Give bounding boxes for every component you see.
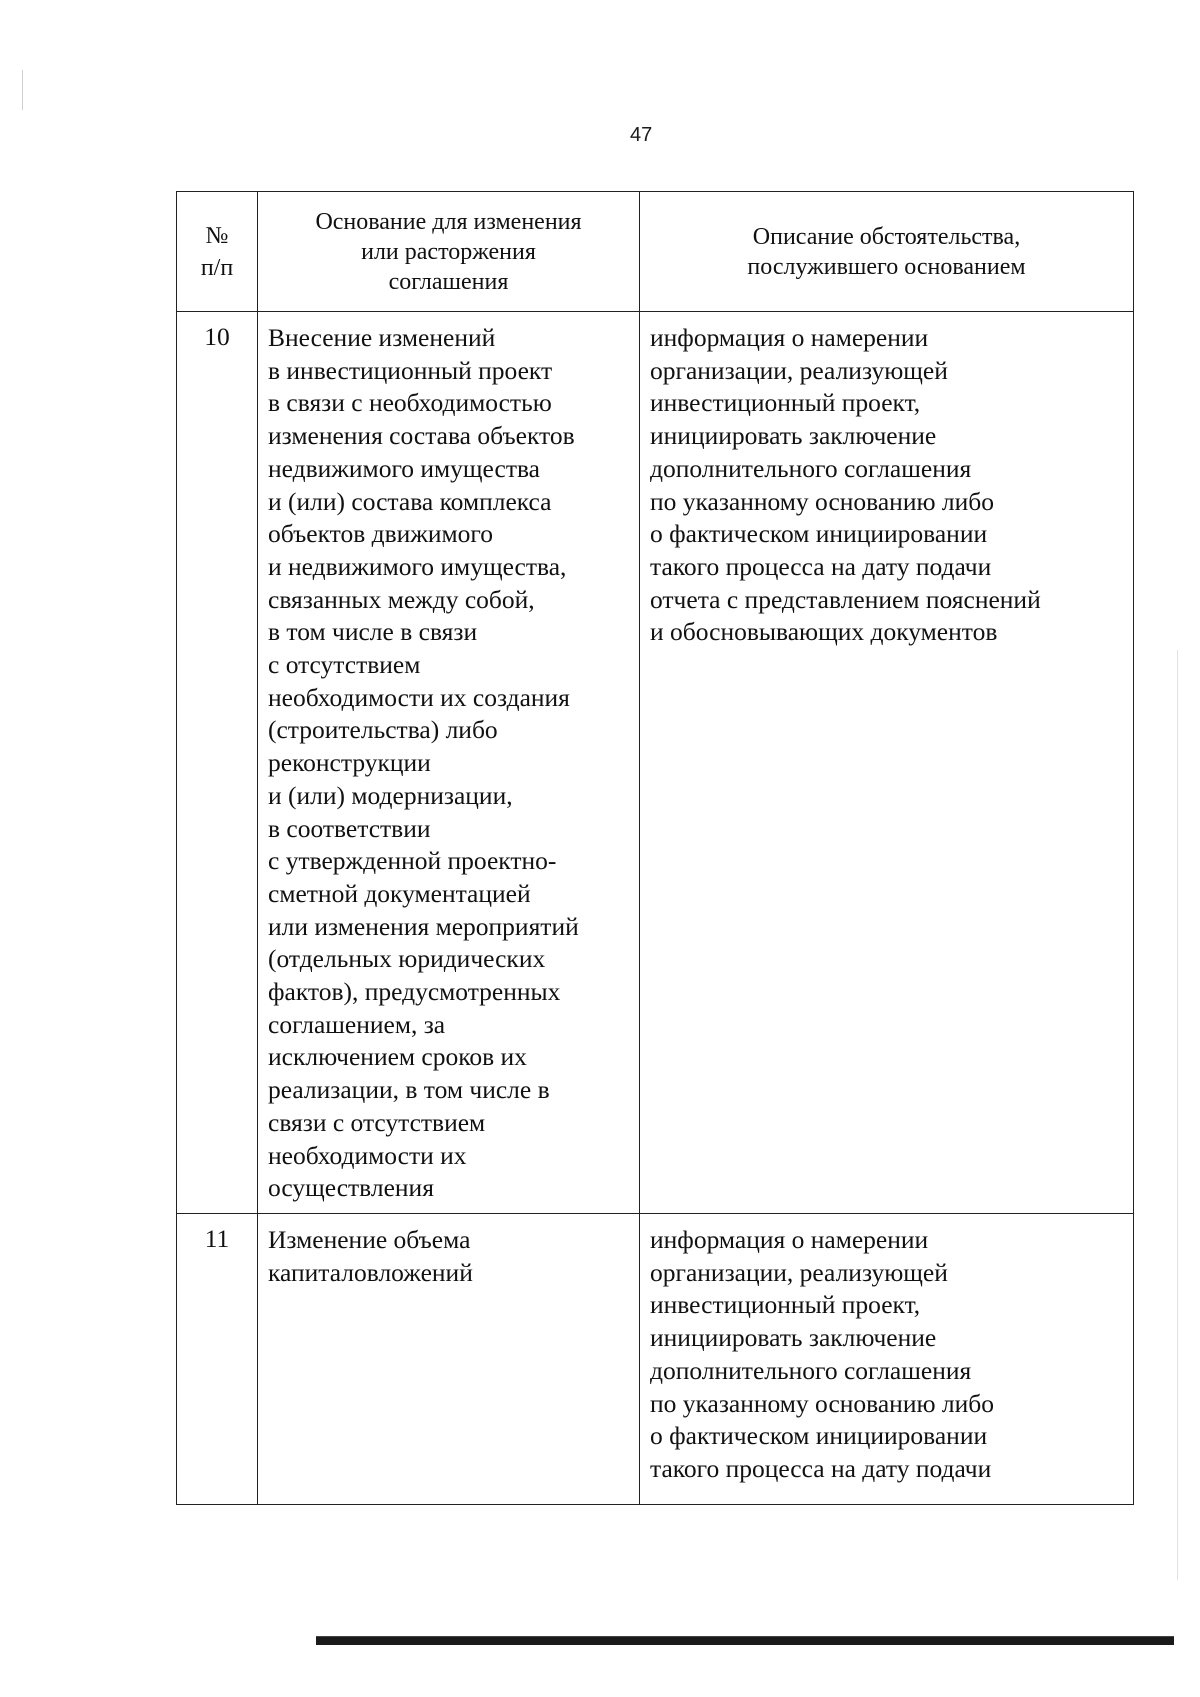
row-basis: Изменение объема капиталовложений (258, 1213, 640, 1504)
header-basis: Основание для изменения или расторжения соглашения (258, 192, 640, 312)
table-row (177, 1213, 1134, 1504)
table-header-row (177, 192, 1134, 312)
header-number: № п/п (177, 192, 258, 312)
row-number: 11 (177, 1213, 258, 1504)
row-number: 10 (177, 312, 258, 1214)
scan-edge-mark (1177, 650, 1178, 1580)
row-description: информация о намерении организации, реализующей инвестиционный проект, инициировать заключение дополнительного соглашения по указанному основанию либо о фактическом инициировании такого процесса на дату подачи (640, 1213, 1134, 1504)
row-description: информация о намерении организации, реализующей инвестиционный проект, инициировать заключение дополнительного соглашения по указанному основанию либо о фактическом инициировании такого процесса на дату подачи отчета с представлением пояснений и обосновывающих документов (640, 312, 1134, 1214)
scan-edge-mark (22, 70, 23, 110)
header-description: Описание обстоятельства, послужившего основанием (640, 192, 1134, 312)
scan-bottom-rule (316, 1636, 1174, 1645)
table-row (177, 312, 1134, 1214)
grounds-table (176, 191, 1134, 1505)
page-number: 47 (630, 124, 653, 146)
row-basis: Внесение изменений в инвестиционный проект в связи с необходимостью изменения состава объектов недвижимого имущества и (или) состава комплекса объектов движимого и недвижимого имущества, связанных между собой, в том числе в связи с отсутствием необходимости их создания (строительства) либо реконструкции и (или) модернизации, в соответствии с утвержденной проектно- сметной документацией или изменения мероприятий (отдельных юридических фактов), предусмотренных соглашением, за исключением сроков их реализации, в том числе в связи с отсутствием необходимости их осуществления (258, 312, 640, 1214)
